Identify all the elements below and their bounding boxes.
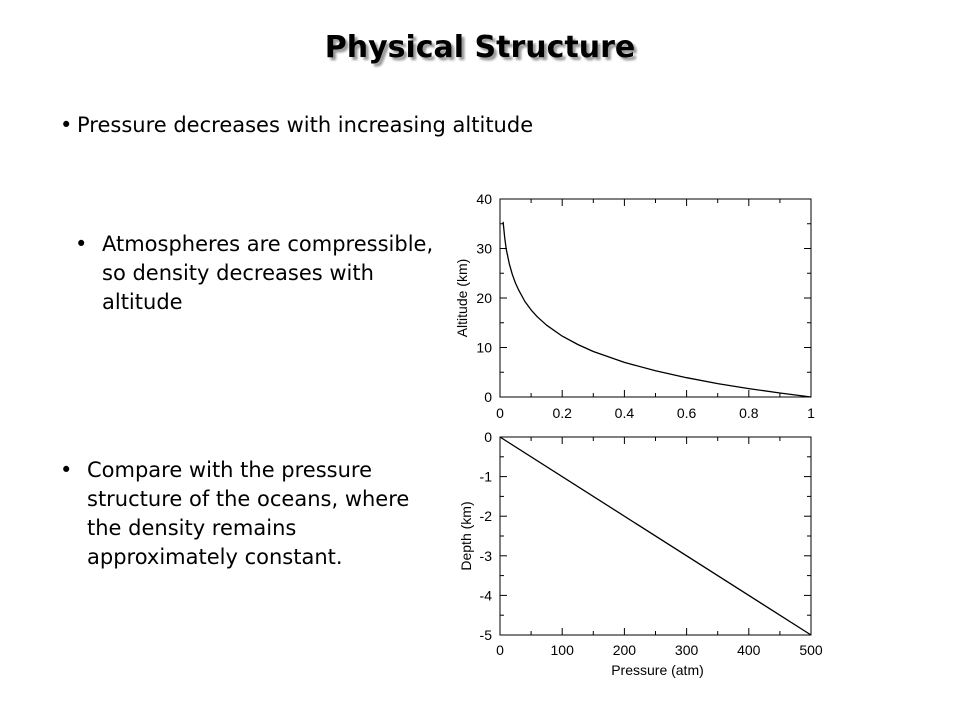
series-line-ocean	[500, 437, 811, 635]
y-tick-label: 0	[484, 389, 492, 405]
x-tick-label: 0.6	[676, 405, 697, 421]
y-axis-title: Altitude (km)	[454, 258, 470, 338]
x-tick-label: 0	[496, 405, 504, 421]
x-tick-label: 1	[807, 405, 815, 421]
x-tick-label: 200	[612, 642, 637, 658]
y-tick-label: -1	[479, 468, 492, 485]
depth-chart	[458, 429, 823, 678]
y-tick-label: -2	[479, 508, 492, 525]
x-tick-label: 0.2	[552, 405, 572, 421]
bullet-marker: •	[60, 458, 73, 482]
series-line-atmosphere	[503, 222, 811, 397]
x-tick-label: 100	[550, 642, 574, 658]
bullet-text: Atmospheres are compressible, so density decreases with altitude	[102, 232, 434, 314]
y-axis-title: Depth (km)	[458, 501, 474, 571]
bullet-text: Pressure decreases with increasing altitude	[77, 113, 534, 137]
y-tick-label: 40	[476, 191, 492, 207]
bullet-marker: •	[75, 232, 88, 256]
bullet-text: Compare with the pressure structure of the oceans, where the density remains approximately constant.	[87, 458, 410, 569]
y-tick-label: 30	[476, 240, 492, 257]
x-tick-label: 0	[496, 642, 504, 658]
bullet-marker: •	[60, 113, 73, 137]
x-tick-label: 400	[737, 642, 761, 658]
y-tick-label: -3	[479, 547, 492, 564]
x-tick-label: 500	[799, 642, 823, 658]
altitude-chart	[454, 191, 815, 421]
y-tick-label: -5	[479, 627, 492, 643]
y-tick-label: 10	[476, 339, 492, 356]
x-axis-title: Pressure (atm)	[611, 662, 704, 678]
plot-frame	[500, 199, 811, 397]
slide-title: Physical Structure	[324, 30, 636, 65]
y-tick-label: -4	[479, 587, 492, 604]
x-tick-label: 300	[674, 642, 699, 658]
y-tick-label: 0	[484, 429, 492, 445]
y-tick-label: 20	[476, 290, 492, 306]
x-tick-label: 0.8	[739, 405, 759, 421]
x-tick-label: 0.4	[614, 405, 635, 421]
